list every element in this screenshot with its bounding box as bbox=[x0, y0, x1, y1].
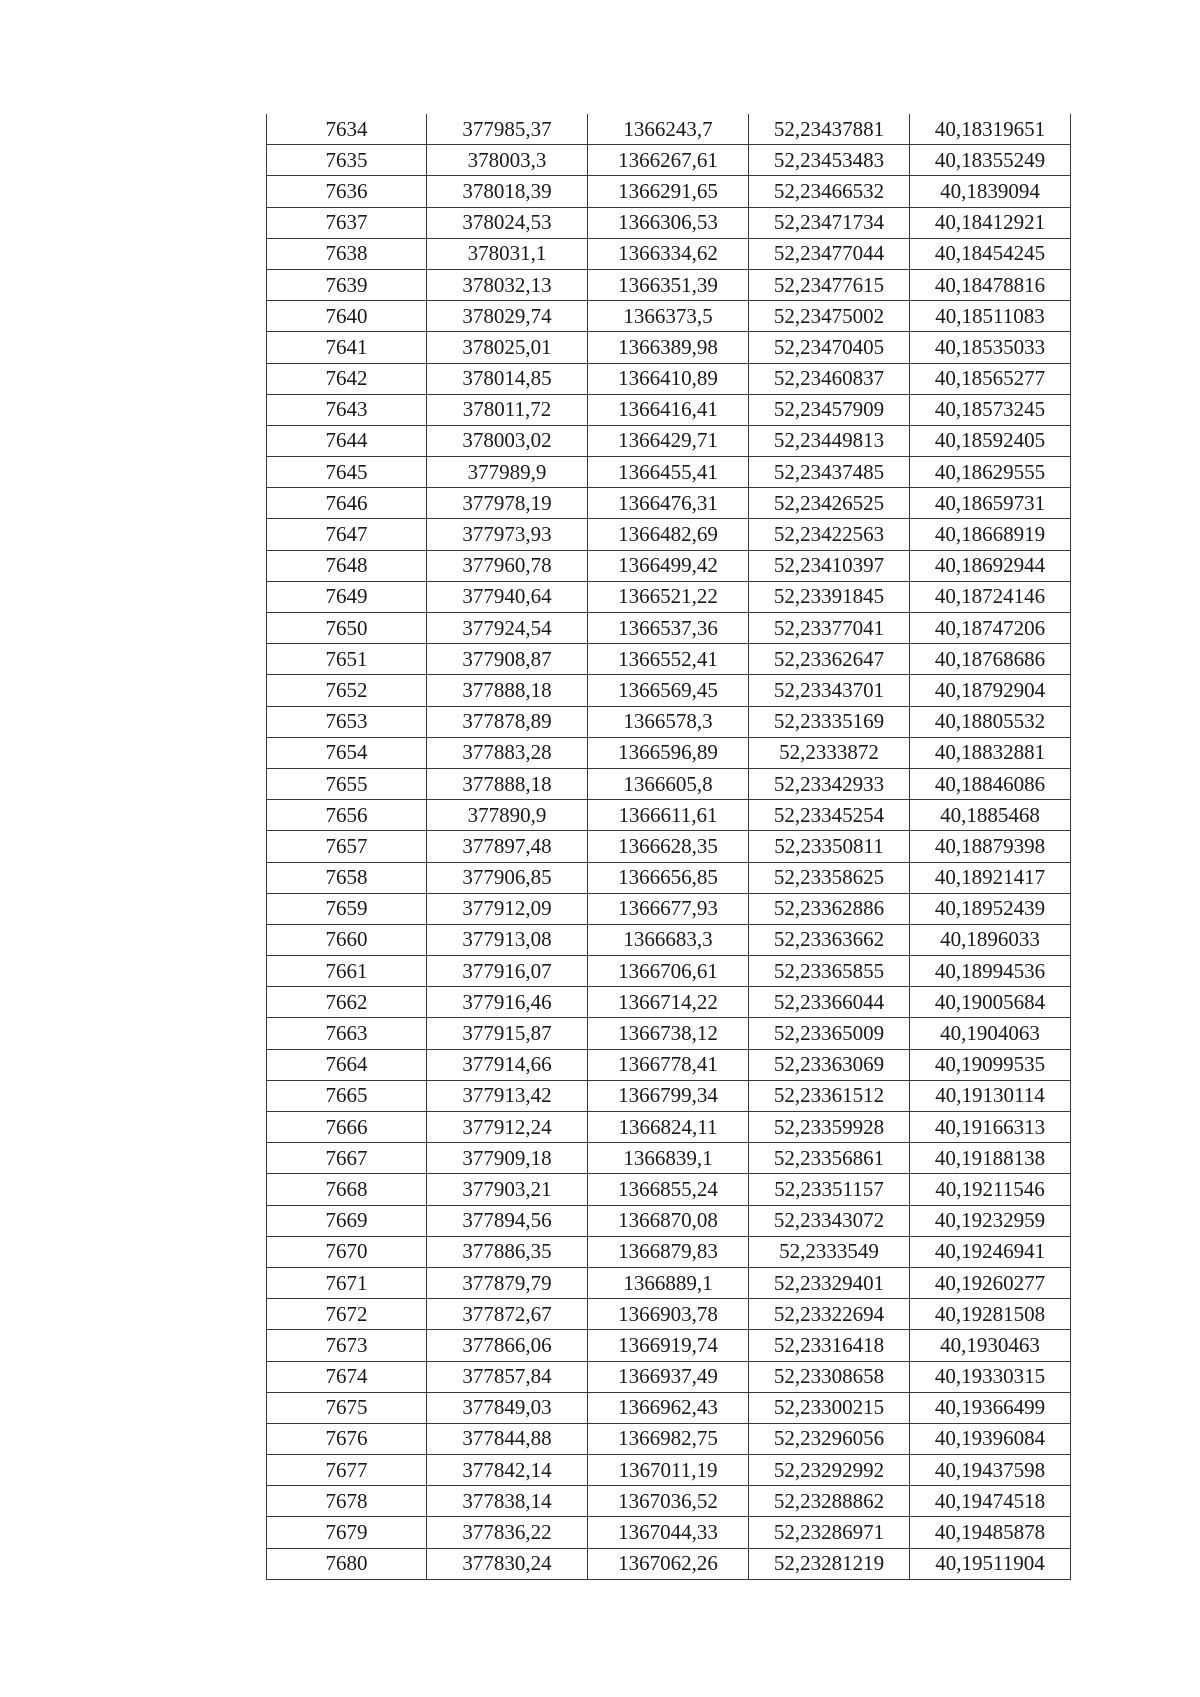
point-number-cell: 7649 bbox=[267, 581, 427, 612]
point-number-cell: 7644 bbox=[267, 425, 427, 456]
point-number-cell: 7636 bbox=[267, 176, 427, 207]
latitude-cell: 52,23359928 bbox=[749, 1112, 910, 1143]
y-coordinate-cell: 1366839,1 bbox=[588, 1143, 749, 1174]
longitude-cell: 40,19396084 bbox=[910, 1423, 1071, 1454]
point-number-cell: 7646 bbox=[267, 488, 427, 519]
x-coordinate-cell: 377924,54 bbox=[427, 613, 588, 644]
table-row bbox=[267, 1080, 1071, 1111]
longitude-cell: 40,19485878 bbox=[910, 1517, 1071, 1548]
table-row bbox=[267, 550, 1071, 581]
x-coordinate-cell: 377903,21 bbox=[427, 1174, 588, 1205]
latitude-cell: 52,23437485 bbox=[749, 457, 910, 488]
x-coordinate-cell: 377940,64 bbox=[427, 581, 588, 612]
table-row bbox=[267, 114, 1071, 145]
point-number-cell: 7678 bbox=[267, 1486, 427, 1517]
x-coordinate-cell: 377913,42 bbox=[427, 1080, 588, 1111]
longitude-cell: 40,18478816 bbox=[910, 269, 1071, 300]
y-coordinate-cell: 1366628,35 bbox=[588, 831, 749, 862]
y-coordinate-cell: 1366824,11 bbox=[588, 1112, 749, 1143]
longitude-cell: 40,19366499 bbox=[910, 1392, 1071, 1423]
point-number-cell: 7672 bbox=[267, 1299, 427, 1330]
y-coordinate-cell: 1366482,69 bbox=[588, 519, 749, 550]
x-coordinate-cell: 377916,46 bbox=[427, 987, 588, 1018]
latitude-cell: 52,23363069 bbox=[749, 1049, 910, 1080]
longitude-cell: 40,19437598 bbox=[910, 1455, 1071, 1486]
table-row bbox=[267, 1174, 1071, 1205]
table-row bbox=[267, 644, 1071, 675]
x-coordinate-cell: 378018,39 bbox=[427, 176, 588, 207]
x-coordinate-cell: 377912,24 bbox=[427, 1112, 588, 1143]
point-number-cell: 7679 bbox=[267, 1517, 427, 1548]
x-coordinate-cell: 378014,85 bbox=[427, 363, 588, 394]
table-row bbox=[267, 613, 1071, 644]
x-coordinate-cell: 377830,24 bbox=[427, 1548, 588, 1579]
y-coordinate-cell: 1366455,41 bbox=[588, 457, 749, 488]
x-coordinate-cell: 377888,18 bbox=[427, 768, 588, 799]
longitude-cell: 40,18412921 bbox=[910, 207, 1071, 238]
latitude-cell: 52,23322694 bbox=[749, 1299, 910, 1330]
longitude-cell: 40,18747206 bbox=[910, 613, 1071, 644]
longitude-cell: 40,1904063 bbox=[910, 1018, 1071, 1049]
point-number-cell: 7640 bbox=[267, 301, 427, 332]
table-row bbox=[267, 519, 1071, 550]
point-number-cell: 7677 bbox=[267, 1455, 427, 1486]
longitude-cell: 40,18573245 bbox=[910, 394, 1071, 425]
x-coordinate-cell: 377912,09 bbox=[427, 893, 588, 924]
table-row bbox=[267, 488, 1071, 519]
table-row bbox=[267, 737, 1071, 768]
longitude-cell: 40,19211546 bbox=[910, 1174, 1071, 1205]
table-row bbox=[267, 1361, 1071, 1392]
latitude-cell: 52,23351157 bbox=[749, 1174, 910, 1205]
latitude-cell: 52,23391845 bbox=[749, 581, 910, 612]
x-coordinate-cell: 377914,66 bbox=[427, 1049, 588, 1080]
longitude-cell: 40,18805532 bbox=[910, 706, 1071, 737]
y-coordinate-cell: 1366919,74 bbox=[588, 1330, 749, 1361]
table-row bbox=[267, 1018, 1071, 1049]
table-row bbox=[267, 238, 1071, 269]
x-coordinate-cell: 378024,53 bbox=[427, 207, 588, 238]
latitude-cell: 52,23377041 bbox=[749, 613, 910, 644]
point-number-cell: 7671 bbox=[267, 1267, 427, 1298]
y-coordinate-cell: 1366855,24 bbox=[588, 1174, 749, 1205]
table-row bbox=[267, 581, 1071, 612]
longitude-cell: 40,1896033 bbox=[910, 924, 1071, 955]
longitude-cell: 40,18994536 bbox=[910, 956, 1071, 987]
y-coordinate-cell: 1366889,1 bbox=[588, 1267, 749, 1298]
latitude-cell: 52,23308658 bbox=[749, 1361, 910, 1392]
table-row bbox=[267, 1205, 1071, 1236]
table-row bbox=[267, 675, 1071, 706]
x-coordinate-cell: 377989,9 bbox=[427, 457, 588, 488]
y-coordinate-cell: 1367036,52 bbox=[588, 1486, 749, 1517]
y-coordinate-cell: 1366429,71 bbox=[588, 425, 749, 456]
point-number-cell: 7665 bbox=[267, 1080, 427, 1111]
y-coordinate-cell: 1366714,22 bbox=[588, 987, 749, 1018]
table-row bbox=[267, 800, 1071, 831]
longitude-cell: 40,18692944 bbox=[910, 550, 1071, 581]
latitude-cell: 52,23470405 bbox=[749, 332, 910, 363]
y-coordinate-cell: 1366879,83 bbox=[588, 1236, 749, 1267]
y-coordinate-cell: 1366373,5 bbox=[588, 301, 749, 332]
point-number-cell: 7647 bbox=[267, 519, 427, 550]
point-number-cell: 7657 bbox=[267, 831, 427, 862]
longitude-cell: 40,19188138 bbox=[910, 1143, 1071, 1174]
x-coordinate-cell: 377866,06 bbox=[427, 1330, 588, 1361]
x-coordinate-cell: 377906,85 bbox=[427, 862, 588, 893]
latitude-cell: 52,23343701 bbox=[749, 675, 910, 706]
y-coordinate-cell: 1366596,89 bbox=[588, 737, 749, 768]
longitude-cell: 40,1930463 bbox=[910, 1330, 1071, 1361]
point-number-cell: 7634 bbox=[267, 114, 427, 145]
table-row bbox=[267, 1299, 1071, 1330]
longitude-cell: 40,18668919 bbox=[910, 519, 1071, 550]
longitude-cell: 40,18921417 bbox=[910, 862, 1071, 893]
longitude-cell: 40,1885468 bbox=[910, 800, 1071, 831]
table-row bbox=[267, 1423, 1071, 1454]
longitude-cell: 40,18659731 bbox=[910, 488, 1071, 519]
table-row bbox=[267, 1330, 1071, 1361]
latitude-cell: 52,23365855 bbox=[749, 956, 910, 987]
point-number-cell: 7661 bbox=[267, 956, 427, 987]
y-coordinate-cell: 1366611,61 bbox=[588, 800, 749, 831]
coordinates-table-body bbox=[267, 114, 1071, 1579]
table-row bbox=[267, 1455, 1071, 1486]
y-coordinate-cell: 1366870,08 bbox=[588, 1205, 749, 1236]
y-coordinate-cell: 1367044,33 bbox=[588, 1517, 749, 1548]
x-coordinate-cell: 377908,87 bbox=[427, 644, 588, 675]
point-number-cell: 7654 bbox=[267, 737, 427, 768]
x-coordinate-cell: 378003,3 bbox=[427, 145, 588, 176]
latitude-cell: 52,23477615 bbox=[749, 269, 910, 300]
longitude-cell: 40,18565277 bbox=[910, 363, 1071, 394]
table-row bbox=[267, 1517, 1071, 1548]
latitude-cell: 52,23422563 bbox=[749, 519, 910, 550]
latitude-cell: 52,23437881 bbox=[749, 114, 910, 145]
table-row bbox=[267, 1486, 1071, 1517]
latitude-cell: 52,23350811 bbox=[749, 831, 910, 862]
point-number-cell: 7655 bbox=[267, 768, 427, 799]
y-coordinate-cell: 1366334,62 bbox=[588, 238, 749, 269]
point-number-cell: 7643 bbox=[267, 394, 427, 425]
longitude-cell: 40,18952439 bbox=[910, 893, 1071, 924]
point-number-cell: 7670 bbox=[267, 1236, 427, 1267]
point-number-cell: 7669 bbox=[267, 1205, 427, 1236]
table-row bbox=[267, 269, 1071, 300]
latitude-cell: 52,23345254 bbox=[749, 800, 910, 831]
latitude-cell: 52,23286971 bbox=[749, 1517, 910, 1548]
x-coordinate-cell: 377883,28 bbox=[427, 737, 588, 768]
y-coordinate-cell: 1366738,12 bbox=[588, 1018, 749, 1049]
y-coordinate-cell: 1366677,93 bbox=[588, 893, 749, 924]
latitude-cell: 52,23296056 bbox=[749, 1423, 910, 1454]
x-coordinate-cell: 377842,14 bbox=[427, 1455, 588, 1486]
latitude-cell: 52,23453483 bbox=[749, 145, 910, 176]
table-row bbox=[267, 176, 1071, 207]
point-number-cell: 7650 bbox=[267, 613, 427, 644]
x-coordinate-cell: 378031,1 bbox=[427, 238, 588, 269]
longitude-cell: 40,18592405 bbox=[910, 425, 1071, 456]
point-number-cell: 7642 bbox=[267, 363, 427, 394]
point-number-cell: 7676 bbox=[267, 1423, 427, 1454]
point-number-cell: 7638 bbox=[267, 238, 427, 269]
point-number-cell: 7652 bbox=[267, 675, 427, 706]
y-coordinate-cell: 1366521,22 bbox=[588, 581, 749, 612]
point-number-cell: 7645 bbox=[267, 457, 427, 488]
longitude-cell: 40,18535033 bbox=[910, 332, 1071, 363]
x-coordinate-cell: 377913,08 bbox=[427, 924, 588, 955]
latitude-cell: 52,23477044 bbox=[749, 238, 910, 269]
longitude-cell: 40,19281508 bbox=[910, 1299, 1071, 1330]
y-coordinate-cell: 1366903,78 bbox=[588, 1299, 749, 1330]
longitude-cell: 40,18846086 bbox=[910, 768, 1071, 799]
latitude-cell: 52,23335169 bbox=[749, 706, 910, 737]
table-row bbox=[267, 457, 1071, 488]
point-number-cell: 7653 bbox=[267, 706, 427, 737]
latitude-cell: 52,23343072 bbox=[749, 1205, 910, 1236]
longitude-cell: 40,19246941 bbox=[910, 1236, 1071, 1267]
x-coordinate-cell: 377836,22 bbox=[427, 1517, 588, 1548]
y-coordinate-cell: 1366962,43 bbox=[588, 1392, 749, 1423]
point-number-cell: 7651 bbox=[267, 644, 427, 675]
point-number-cell: 7675 bbox=[267, 1392, 427, 1423]
y-coordinate-cell: 1366267,61 bbox=[588, 145, 749, 176]
table-row bbox=[267, 956, 1071, 987]
latitude-cell: 52,23356861 bbox=[749, 1143, 910, 1174]
x-coordinate-cell: 377897,48 bbox=[427, 831, 588, 862]
x-coordinate-cell: 377909,18 bbox=[427, 1143, 588, 1174]
x-coordinate-cell: 377894,56 bbox=[427, 1205, 588, 1236]
latitude-cell: 52,23362647 bbox=[749, 644, 910, 675]
longitude-cell: 40,19474518 bbox=[910, 1486, 1071, 1517]
x-coordinate-cell: 377872,67 bbox=[427, 1299, 588, 1330]
y-coordinate-cell: 1366605,8 bbox=[588, 768, 749, 799]
longitude-cell: 40,18768686 bbox=[910, 644, 1071, 675]
point-number-cell: 7674 bbox=[267, 1361, 427, 1392]
table-row bbox=[267, 332, 1071, 363]
table-row bbox=[267, 363, 1071, 394]
longitude-cell: 40,1839094 bbox=[910, 176, 1071, 207]
latitude-cell: 52,23361512 bbox=[749, 1080, 910, 1111]
latitude-cell: 52,23466532 bbox=[749, 176, 910, 207]
y-coordinate-cell: 1366537,36 bbox=[588, 613, 749, 644]
x-coordinate-cell: 377879,79 bbox=[427, 1267, 588, 1298]
x-coordinate-cell: 377890,9 bbox=[427, 800, 588, 831]
y-coordinate-cell: 1366552,41 bbox=[588, 644, 749, 675]
latitude-cell: 52,23426525 bbox=[749, 488, 910, 519]
y-coordinate-cell: 1366291,65 bbox=[588, 176, 749, 207]
latitude-cell: 52,23366044 bbox=[749, 987, 910, 1018]
latitude-cell: 52,23449813 bbox=[749, 425, 910, 456]
point-number-cell: 7658 bbox=[267, 862, 427, 893]
longitude-cell: 40,19511904 bbox=[910, 1548, 1071, 1579]
x-coordinate-cell: 378003,02 bbox=[427, 425, 588, 456]
longitude-cell: 40,18629555 bbox=[910, 457, 1071, 488]
latitude-cell: 52,23288862 bbox=[749, 1486, 910, 1517]
point-number-cell: 7662 bbox=[267, 987, 427, 1018]
latitude-cell: 52,23457909 bbox=[749, 394, 910, 425]
point-number-cell: 7637 bbox=[267, 207, 427, 238]
table-row bbox=[267, 425, 1071, 456]
y-coordinate-cell: 1366410,89 bbox=[588, 363, 749, 394]
table-row bbox=[267, 301, 1071, 332]
x-coordinate-cell: 377849,03 bbox=[427, 1392, 588, 1423]
y-coordinate-cell: 1366706,61 bbox=[588, 956, 749, 987]
longitude-cell: 40,19166313 bbox=[910, 1112, 1071, 1143]
x-coordinate-cell: 377838,14 bbox=[427, 1486, 588, 1517]
x-coordinate-cell: 377844,88 bbox=[427, 1423, 588, 1454]
table-row bbox=[267, 145, 1071, 176]
point-number-cell: 7635 bbox=[267, 145, 427, 176]
latitude-cell: 52,23329401 bbox=[749, 1267, 910, 1298]
y-coordinate-cell: 1366683,3 bbox=[588, 924, 749, 955]
table-row bbox=[267, 1236, 1071, 1267]
point-number-cell: 7673 bbox=[267, 1330, 427, 1361]
longitude-cell: 40,18454245 bbox=[910, 238, 1071, 269]
latitude-cell: 52,23471734 bbox=[749, 207, 910, 238]
latitude-cell: 52,23358625 bbox=[749, 862, 910, 893]
y-coordinate-cell: 1367062,26 bbox=[588, 1548, 749, 1579]
x-coordinate-cell: 377888,18 bbox=[427, 675, 588, 706]
x-coordinate-cell: 377915,87 bbox=[427, 1018, 588, 1049]
x-coordinate-cell: 377960,78 bbox=[427, 550, 588, 581]
point-number-cell: 7668 bbox=[267, 1174, 427, 1205]
table-row bbox=[267, 862, 1071, 893]
longitude-cell: 40,19260277 bbox=[910, 1267, 1071, 1298]
x-coordinate-cell: 377973,93 bbox=[427, 519, 588, 550]
x-coordinate-cell: 377878,89 bbox=[427, 706, 588, 737]
latitude-cell: 52,23460837 bbox=[749, 363, 910, 394]
latitude-cell: 52,23316418 bbox=[749, 1330, 910, 1361]
y-coordinate-cell: 1366351,39 bbox=[588, 269, 749, 300]
longitude-cell: 40,19005684 bbox=[910, 987, 1071, 1018]
longitude-cell: 40,18792904 bbox=[910, 675, 1071, 706]
point-number-cell: 7663 bbox=[267, 1018, 427, 1049]
y-coordinate-cell: 1366476,31 bbox=[588, 488, 749, 519]
point-number-cell: 7666 bbox=[267, 1112, 427, 1143]
point-number-cell: 7656 bbox=[267, 800, 427, 831]
x-coordinate-cell: 377857,84 bbox=[427, 1361, 588, 1392]
y-coordinate-cell: 1366578,3 bbox=[588, 706, 749, 737]
point-number-cell: 7639 bbox=[267, 269, 427, 300]
longitude-cell: 40,19330315 bbox=[910, 1361, 1071, 1392]
y-coordinate-cell: 1366416,41 bbox=[588, 394, 749, 425]
table-row bbox=[267, 1112, 1071, 1143]
point-number-cell: 7664 bbox=[267, 1049, 427, 1080]
table-row bbox=[267, 987, 1071, 1018]
coordinates-table bbox=[266, 114, 1071, 1580]
x-coordinate-cell: 378032,13 bbox=[427, 269, 588, 300]
x-coordinate-cell: 377916,07 bbox=[427, 956, 588, 987]
y-coordinate-cell: 1366569,45 bbox=[588, 675, 749, 706]
longitude-cell: 40,19232959 bbox=[910, 1205, 1071, 1236]
latitude-cell: 52,2333872 bbox=[749, 737, 910, 768]
latitude-cell: 52,23281219 bbox=[749, 1548, 910, 1579]
x-coordinate-cell: 378025,01 bbox=[427, 332, 588, 363]
latitude-cell: 52,23300215 bbox=[749, 1392, 910, 1423]
x-coordinate-cell: 377985,37 bbox=[427, 114, 588, 145]
y-coordinate-cell: 1366499,42 bbox=[588, 550, 749, 581]
table-row bbox=[267, 1267, 1071, 1298]
y-coordinate-cell: 1366799,34 bbox=[588, 1080, 749, 1111]
longitude-cell: 40,18511083 bbox=[910, 301, 1071, 332]
latitude-cell: 52,23363662 bbox=[749, 924, 910, 955]
table-row bbox=[267, 924, 1071, 955]
latitude-cell: 52,23410397 bbox=[749, 550, 910, 581]
latitude-cell: 52,23292992 bbox=[749, 1455, 910, 1486]
latitude-cell: 52,23362886 bbox=[749, 893, 910, 924]
longitude-cell: 40,18319651 bbox=[910, 114, 1071, 145]
y-coordinate-cell: 1366243,7 bbox=[588, 114, 749, 145]
longitude-cell: 40,18832881 bbox=[910, 737, 1071, 768]
point-number-cell: 7659 bbox=[267, 893, 427, 924]
table-row bbox=[267, 1548, 1071, 1579]
point-number-cell: 7660 bbox=[267, 924, 427, 955]
latitude-cell: 52,23365009 bbox=[749, 1018, 910, 1049]
y-coordinate-cell: 1366306,53 bbox=[588, 207, 749, 238]
y-coordinate-cell: 1366389,98 bbox=[588, 332, 749, 363]
x-coordinate-cell: 377978,19 bbox=[427, 488, 588, 519]
table-row bbox=[267, 207, 1071, 238]
latitude-cell: 52,23342933 bbox=[749, 768, 910, 799]
latitude-cell: 52,23475002 bbox=[749, 301, 910, 332]
point-number-cell: 7680 bbox=[267, 1548, 427, 1579]
table-row bbox=[267, 1143, 1071, 1174]
point-number-cell: 7648 bbox=[267, 550, 427, 581]
point-number-cell: 7641 bbox=[267, 332, 427, 363]
y-coordinate-cell: 1366778,41 bbox=[588, 1049, 749, 1080]
y-coordinate-cell: 1366982,75 bbox=[588, 1423, 749, 1454]
x-coordinate-cell: 378011,72 bbox=[427, 394, 588, 425]
table-row bbox=[267, 768, 1071, 799]
y-coordinate-cell: 1366656,85 bbox=[588, 862, 749, 893]
table-row bbox=[267, 893, 1071, 924]
longitude-cell: 40,19099535 bbox=[910, 1049, 1071, 1080]
table-row bbox=[267, 1392, 1071, 1423]
x-coordinate-cell: 378029,74 bbox=[427, 301, 588, 332]
table-row bbox=[267, 831, 1071, 862]
y-coordinate-cell: 1367011,19 bbox=[588, 1455, 749, 1486]
point-number-cell: 7667 bbox=[267, 1143, 427, 1174]
table-row bbox=[267, 706, 1071, 737]
table-row bbox=[267, 1049, 1071, 1080]
longitude-cell: 40,18355249 bbox=[910, 145, 1071, 176]
y-coordinate-cell: 1366937,49 bbox=[588, 1361, 749, 1392]
x-coordinate-cell: 377886,35 bbox=[427, 1236, 588, 1267]
longitude-cell: 40,18879398 bbox=[910, 831, 1071, 862]
latitude-cell: 52,2333549 bbox=[749, 1236, 910, 1267]
longitude-cell: 40,19130114 bbox=[910, 1080, 1071, 1111]
table-row bbox=[267, 394, 1071, 425]
longitude-cell: 40,18724146 bbox=[910, 581, 1071, 612]
